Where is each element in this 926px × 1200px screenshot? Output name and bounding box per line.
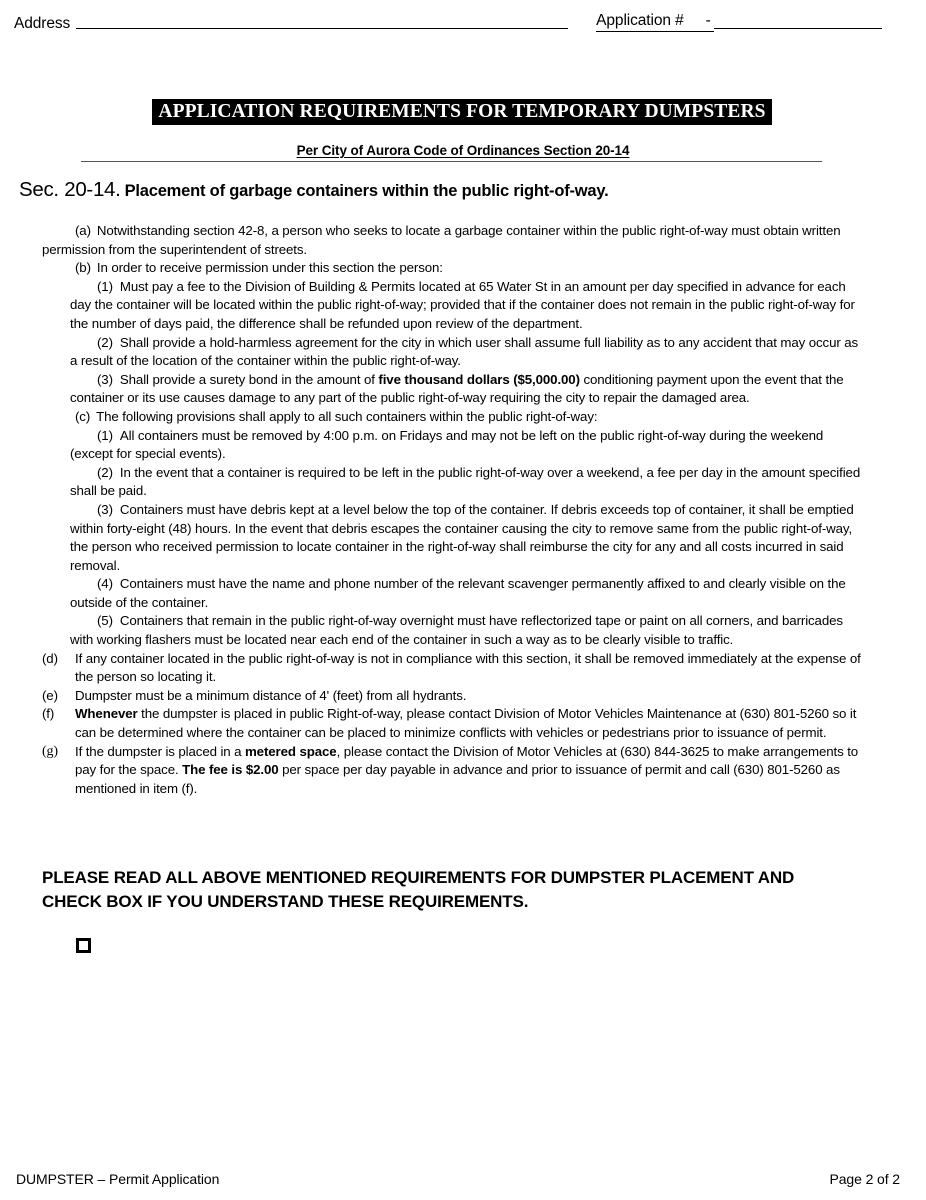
application-number-label: Application #	[596, 12, 683, 32]
section-heading	[19, 178, 906, 203]
list-item-c	[42, 408, 868, 427]
list-marker-c1: (1)	[97, 427, 113, 443]
list-item-g	[42, 743, 868, 799]
list-marker-d: (d)	[42, 650, 58, 666]
list-marker-c3: (3)	[97, 501, 113, 517]
list-marker-b1: (1)	[97, 278, 113, 294]
list-item-c2	[70, 464, 868, 501]
list-item-c4	[70, 575, 868, 612]
list-marker-c2: (2)	[97, 464, 113, 480]
list-item-f	[42, 705, 868, 742]
list-text-c1: All containers must be removed by 4:00 p.m. on Fridays and may not be left on the public right-of-way during the weekend (except for special events).	[70, 427, 824, 462]
list-item-e	[42, 687, 868, 706]
list-item-c3	[70, 501, 868, 575]
list-item-c1	[70, 427, 868, 464]
list-marker-g: (g)	[42, 743, 58, 759]
list-marker-c4: (4)	[97, 576, 113, 592]
application-number-dash: -	[684, 12, 714, 32]
list-text-c5: Containers that remain in the public right-of-way overnight must have reflectorized tape or paint on all corners, and barricades with working flashers must be located near each end of the container in such a way as to be clearly visible to traffic.	[70, 613, 843, 648]
list-text-g-bold-metered-space: metered space	[244, 743, 337, 759]
list-item-d	[42, 650, 868, 687]
section-title: Placement of garbage containers within the public right-of-way.	[124, 182, 609, 200]
list-text-e: Dumpster must be a minimum distance of 4' (feet) from all hydrants.	[75, 687, 467, 703]
page-footer	[16, 1170, 900, 1188]
application-number-write-in-line[interactable]	[714, 28, 882, 29]
list-text-b3-bold: five thousand dollars ($5,000.00)	[378, 371, 580, 387]
list-item-b2	[70, 334, 868, 371]
list-item-c5	[70, 612, 868, 649]
list-text-b: In order to receive permission under this section the person:	[96, 260, 443, 276]
list-text-g-after: per space per day payable in advance and prior to issuance of permit and call (630) 801-5260 as mentioned in item (f).	[75, 762, 840, 796]
list-text-b1: Must pay a fee to the Division of Building & Permits located at 65 Water St in an amount per day specified in advance for each day the container will be located within the public right-of-way; provided that if the container does not remain in the public right-of-way for the number of days paid, the difference shall be refunded upon review of the department.	[70, 278, 855, 331]
list-text-g-mid: , please contact the Division of Motor Vehicles at (630) 844-3625 to make arrangements to pay for the space.	[75, 743, 859, 778]
list-text-g-before: If the dumpster is placed in a	[75, 743, 245, 759]
list-text-c4: Containers must have the name and phone number of the relevant scavenger permanently affixed to and clearly visible on the outside of the container.	[70, 576, 846, 610]
list-marker-f: (f)	[42, 706, 55, 722]
list-marker-c: (c)	[75, 408, 91, 424]
list-text-c2: In the event that a container is required to be left in the public right-of-way over a weekend, a fee per day in the amount specified shall be paid.	[70, 464, 861, 499]
address-write-in-line[interactable]	[76, 28, 568, 29]
list-item-b3	[70, 371, 868, 408]
list-text-c3: Containers must have debris kept at a level below the top of the container. If debris exceeds top of container, it shall be emptied within forty-eight (48) hours. In the event that debris escapes the container causing the city to remove same from the public right-of-way, the person who received permission to locate container in the right-of-way shall reimburse the city for any and all costs incurred in said removal.	[70, 501, 854, 573]
list-marker-e: (e)	[42, 687, 58, 703]
list-text-d: If any container located in the public right-of-way is not in compliance with this section, it shall be removed immediately at the expense of the person so locating it.	[75, 650, 861, 685]
address-label: Address	[14, 15, 71, 32]
list-marker-c5: (5)	[97, 613, 113, 629]
acknowledgement-text: PLEASE READ ALL ABOVE MENTIONED REQUIREMENTS FOR DUMPSTER PLACEMENT AND CHECK BOX IF YOU UNDERSTAND THESE REQUIREMENTS.	[42, 868, 795, 911]
list-marker-b3: (3)	[97, 371, 113, 387]
list-text-a: Notwithstanding section 42-8, a person who seeks to locate a garbage container within the public right-of-way must obtain written permission from the superintendent of streets.	[42, 223, 841, 257]
subtitle-divider	[81, 161, 822, 162]
list-text-g-bold-fee: The fee is $2.00	[182, 762, 279, 778]
section-number: Sec. 20-14.	[19, 178, 121, 201]
list-text-b3-before: Shall provide a surety bond in the amount of	[119, 371, 379, 387]
list-text-c: The following provisions shall apply to all such containers within the public right-of-way:	[96, 408, 598, 424]
list-marker-b2: (2)	[97, 334, 113, 350]
address-field-group	[14, 15, 568, 32]
list-marker-b: (b)	[75, 260, 91, 276]
subtitle	[0, 143, 926, 159]
ordinance-body	[42, 222, 868, 798]
list-marker-a: (a)	[75, 223, 91, 238]
page-title-banner: APPLICATION REQUIREMENTS FOR TEMPORARY DUMPSTERS	[152, 99, 772, 125]
footer-page-number: Page 2 of 2	[829, 1171, 900, 1187]
list-text-b2: Shall provide a hold-harmless agreement for the city in which user shall assume full liability as to any accident that may occur as a result of the location of the container within the public right-of-way.	[70, 334, 859, 369]
list-item-b1	[70, 278, 868, 334]
list-item-b	[42, 259, 868, 278]
list-item-a	[42, 222, 868, 259]
list-text-f-bold: Whenever	[75, 706, 138, 722]
footer-document-name: DUMPSTER – Permit Application	[16, 1171, 220, 1187]
list-text-f-after: the dumpster is placed in public Right-of-way, please contact Division of Motor Vehicles Maintenance at (630) 801-5260 so it can be determined where the container can be placed to minimize conflicts with vehicles or pedestrians prior to issuance of permit.	[75, 706, 857, 741]
application-number-field-group	[596, 12, 882, 32]
list-text-b3-after: conditioning payment upon the event that the container or its use causes damage to any part of the public right-of-way requiring the city to repair the damaged area.	[70, 371, 844, 406]
understand-requirements-checkbox[interactable]	[76, 938, 91, 953]
subtitle-text: Per City of Aurora Code of Ordinances Section 20-14	[296, 143, 630, 158]
form-header	[14, 6, 882, 32]
